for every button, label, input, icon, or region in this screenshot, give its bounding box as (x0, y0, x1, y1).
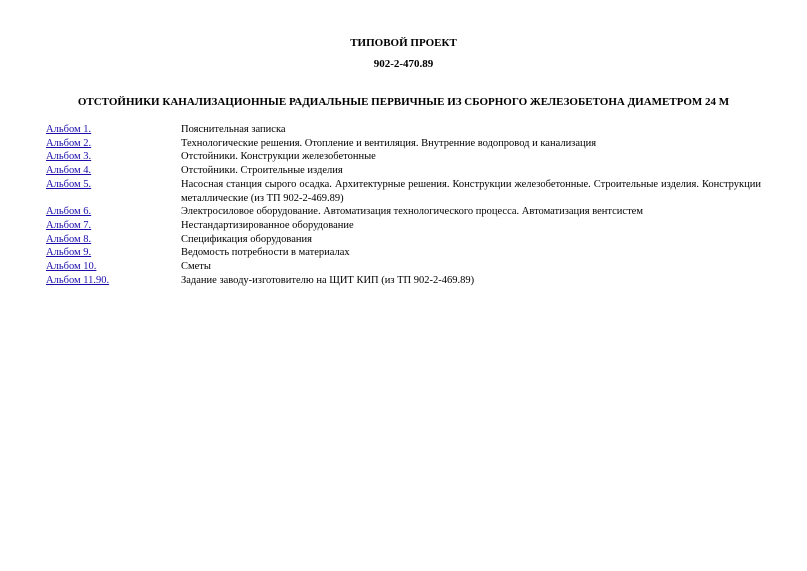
album-8-description: Спецификация оборудования (181, 233, 312, 245)
album-3-description: Отстойники. Конструкции железобетонные (181, 151, 376, 163)
album-row-2 (46, 137, 761, 151)
album-9-description: Ведомость потребности в материалах (181, 247, 350, 259)
album-1-description: Пояснительная записка (181, 124, 286, 135)
album-row-4 (46, 164, 761, 178)
album-row-7 (46, 219, 761, 233)
album-7-link[interactable]: Альбом 7. (46, 219, 92, 231)
album-2-description: Технологические решения. Отопление и вентиляция. Внутренние водопровод и канализация (181, 137, 597, 149)
album-1-link[interactable]: Альбом 1. (46, 124, 92, 135)
album-row-9 (46, 246, 761, 260)
album-6-description: Электросиловое оборудование. Автоматизация технологического процесса. Автоматизация вентсистем (181, 206, 643, 218)
album-row-3 (46, 150, 761, 164)
album-7-description: Нестандартизированное оборудование (181, 219, 354, 231)
album-list (46, 123, 761, 287)
album-9-link[interactable]: Альбом 9. (46, 247, 92, 259)
album-3-link[interactable]: Альбом 3. (46, 151, 92, 163)
album-row-10 (46, 260, 761, 274)
album-4-description: Отстойники. Строительные изделия (181, 165, 343, 177)
album-row-1 (46, 123, 761, 137)
album-5-description: Насосная станция сырого осадка. Архитектурные решения. Конструкции железобетонные. Строительные изделия. Конструкции металлические (из ТП 902-2-469.89) (181, 178, 761, 204)
album-10-description: Сметы (181, 261, 211, 273)
document-type-heading: ТИПОВОЙ ПРОЕКТ (350, 37, 457, 49)
album-8-link[interactable]: Альбом 8. (46, 233, 92, 245)
album-row-11 (46, 274, 761, 288)
album-row-5 (46, 178, 761, 205)
document-code-heading: 902-2-470.89 (373, 58, 434, 70)
album-6-link[interactable]: Альбом 6. (46, 206, 92, 218)
album-11-description: Задание заводу-изготовителю на ЩИТ КИП (из ТП 902-2-469.89) (181, 274, 475, 286)
album-row-8 (46, 233, 761, 247)
album-2-link[interactable]: Альбом 2. (46, 137, 92, 149)
album-row-6 (46, 205, 761, 219)
album-10-link[interactable]: Альбом 10. (46, 261, 97, 273)
document-title: ОТСТОЙНИКИ КАНАЛИЗАЦИОННЫЕ РАДИАЛЬНЫЕ ПЕРВИЧНЫЕ ИЗ СБОРНОГО ЖЕЛЕЗОБЕТОНА ДИАМЕТРОМ 24 М (77, 96, 730, 108)
album-4-link[interactable]: Альбом 4. (46, 165, 92, 177)
album-5-link[interactable]: Альбом 5. (46, 178, 92, 190)
album-11-link[interactable]: Альбом 11.90. (46, 274, 110, 286)
